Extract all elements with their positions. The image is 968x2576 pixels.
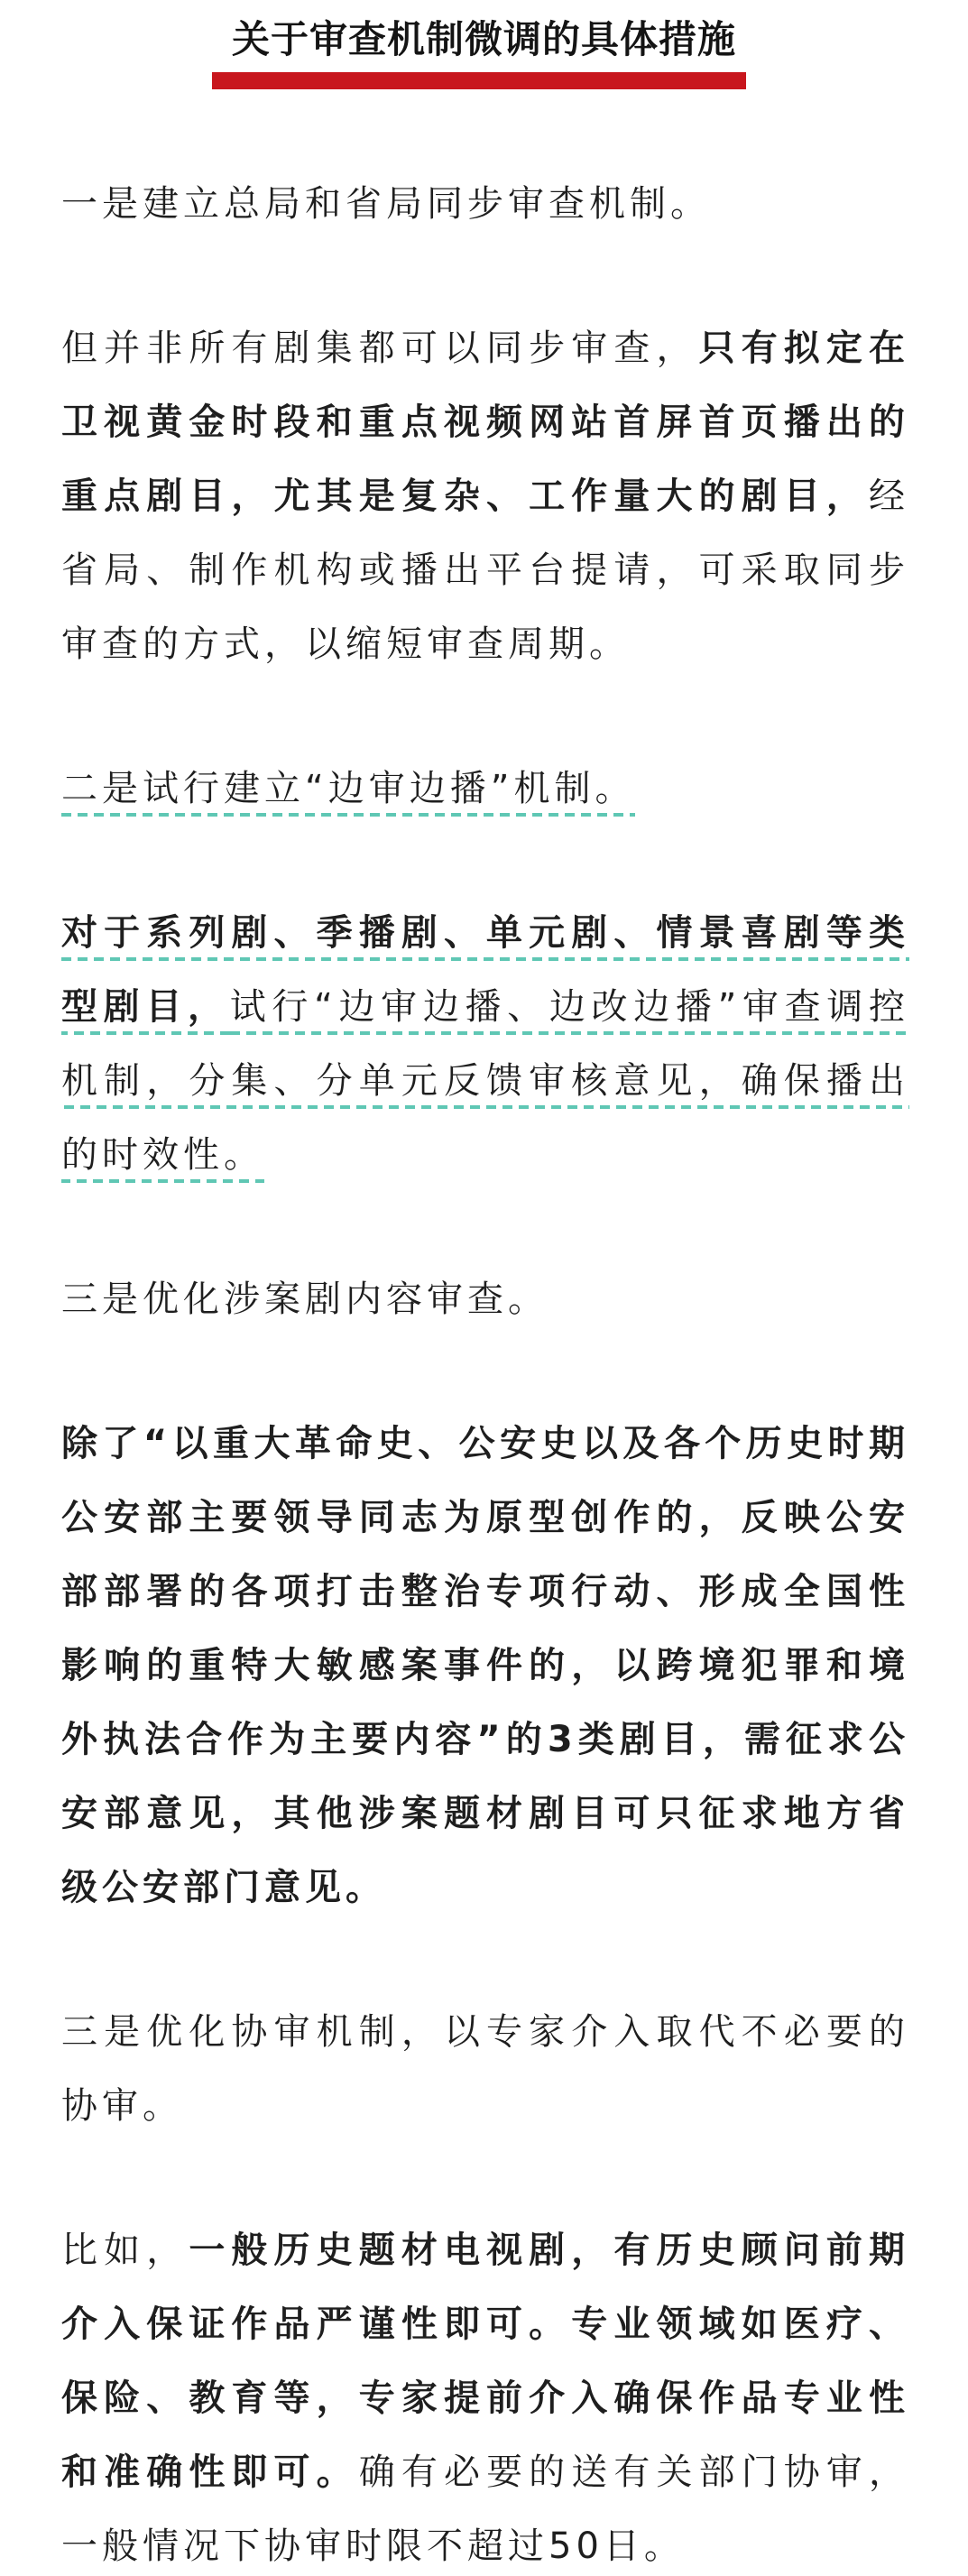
section-4-body-plain-b: 确有必要的送有关部门协审，一般情况下协审时限不超过50日。	[61, 2451, 910, 2567]
section-4-heading-text: 三是优化协审机制，以专家介入取代不必要的协审。	[61, 2011, 909, 2127]
section-1-body-plain-b: 经省局、制作机构或播出平台提请，可采取同步审查的方式，以缩短审查周期。	[61, 475, 909, 665]
section-4-body	[61, 2213, 909, 2576]
section-3-body-bold-b: 其他涉案题材剧目可只征求地方省级公安部门意见。	[61, 1793, 910, 1908]
section-1-body-bold: 只有拟定在卫视黄金时段和重点视频网站首屏首页播出的重点剧目，尤其是复杂、工作量大的剧目，	[61, 328, 910, 517]
section-3-body	[61, 1407, 909, 1925]
section-2-heading-text: 二是试行建立“边审边播”机制。	[61, 768, 635, 817]
section-3-body-bold-a: 除了“以重大革命史、公安史以及各个历史时期公安部主要领导同志为原型创作的，反映公安部部署的各项打击整治专项行动、形成全国性影响的重特大敏感案事件的，以跨境犯罪和境外执法合作为主要内容”的3类剧目，需征求公安部意见，	[61, 1423, 909, 1834]
section-1-heading	[61, 167, 909, 241]
title-container	[0, 13, 968, 67]
section-2-heading	[61, 752, 909, 826]
section-1-body	[61, 311, 909, 681]
section-4-body-plain-a: 比如，	[61, 2230, 189, 2271]
section-3-heading	[61, 1262, 909, 1336]
section-4-body-bold: 一般历史题材电视剧，有历史顾问前期介入保证作品严谨性即可。专业领域如医疗、保险、教育等，专家提前介入确保作品专业性和准确性即可。	[61, 2230, 910, 2493]
article-title: 关于审查机制微调的具体措施	[231, 17, 736, 61]
section-2-body	[61, 896, 909, 1192]
section-4-heading	[61, 1995, 909, 2143]
section-3-heading-text: 三是优化涉案剧内容审查。	[61, 1279, 549, 1320]
section-2-body-bold: 对于系列剧、季播剧、单元剧、情景喜剧等类型剧目，	[61, 912, 909, 1035]
section-1-heading-text: 一是建立总局和省局同步审查机制。	[61, 183, 711, 225]
title-accent-bar	[212, 72, 746, 89]
section-1-body-plain-a: 但并非所有剧集都可以同步审查，	[61, 328, 699, 369]
article-body	[61, 167, 909, 2576]
section-2-body-plain: 试行“边审边播、边改边播”审查调控机制，分集、分单元反馈审核意见，确保播出的时效性。	[61, 986, 909, 1183]
